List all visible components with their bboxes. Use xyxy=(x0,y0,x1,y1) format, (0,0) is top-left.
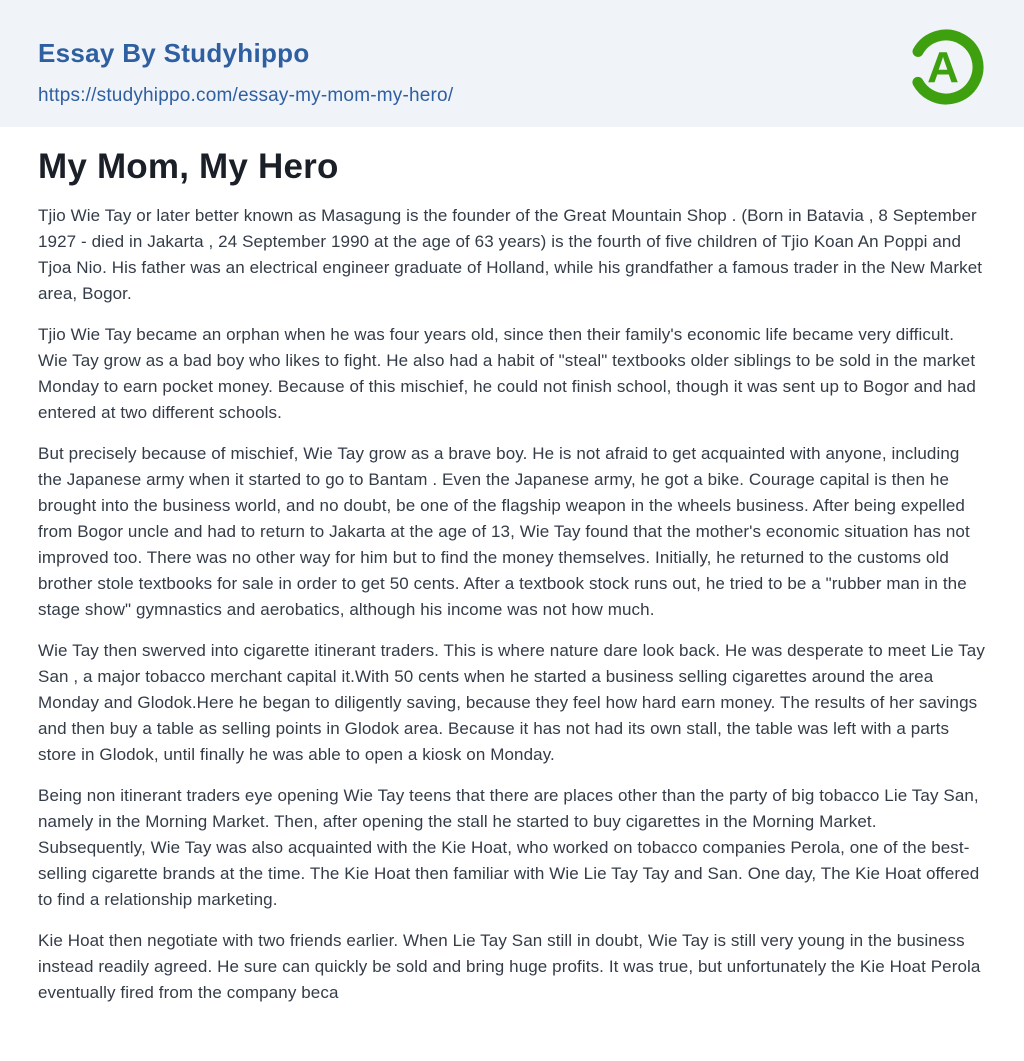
essay-content xyxy=(0,127,1024,1061)
essay-paragraph-6: Kie Hoat then negotiate with two friends earlier. When Lie Tay San still in doubt, Wie Tay is still very young in the business instead readily agreed. He sure can quickly be sold and bring huge profits. It was true, but unfortunately the Kie Hoat Perola eventually fired from the company beca xyxy=(38,931,981,1002)
essay-title: My Mom, My Hero xyxy=(38,147,339,186)
essay-paragraph-2: Tjio Wie Tay became an orphan when he was four years old, since then their family's economic life became very difficult. Wie Tay grow as a bad boy who likes to fight. He also had a habit of "steal" textbooks older siblings to be sold in the market Monday to earn pocket money. Because of this mischief, he could not finish school, though it was sent up to Bogor and had entered at two different schools. xyxy=(38,325,976,422)
studyhippo-logo-icon xyxy=(906,24,986,110)
essay-url-link[interactable]: https://studyhippo.com/essay-my-mom-my-hero/ xyxy=(38,85,454,106)
essay-paragraph-3: But precisely because of mischief, Wie Tay grow as a brave boy. He is not afraid to get acquainted with anyone, including the Japanese army when it started to go to Bantam . Even the Japanese army, he got a bike. Courage capital is then he brought into the business world, and no doubt, be one of the flagship weapon in the wheels business. After being expelled from Bogor uncle and had to return to Jakarta at the age of 13, Wie Tay found that the mother's economic situation has not improved too. There was no other way for him but to find the money themselves. Initially, he returned to the customs old brother stole textbooks for sale in order to get 50 cents. After a textbook stock runs out, he tried to be a "rubber man in the stage show" gymnastics and aerobatics, although his income was not how much. xyxy=(38,444,970,619)
essay-paragraph-4: Wie Tay then swerved into cigarette itinerant traders. This is where nature dare look back. He was desperate to meet Lie Tay San , a major tobacco merchant capital it.With 50 cents when he started a business selling cigarettes around the area Monday and Glodok.Here he began to diligently saving, because they feel how hard earn money. The results of her savings and then buy a table as selling points in Glodok area. Because it has not had its own stall, the table was left with a parts store in Glodok, until finally he was able to open a kiosk on Monday. xyxy=(38,641,985,764)
essay-paragraph-5: Being non itinerant traders eye opening Wie Tay teens that there are places other than the party of big tobacco Lie Tay San, namely in the Morning Market. Then, after opening the stall he started to buy cigarettes in the Morning Market. Subsequently, Wie Tay was also acquainted with the Kie Hoat, who worked on tobacco companies Perola, one of the best-selling cigarette brands at the time. The Kie Hoat then familiar with Wie Lie Tay Tay and San. One day, The Kie Hoat offered to find a relationship marketing. xyxy=(38,786,980,909)
header-site-title: Essay By Studyhippo xyxy=(38,38,310,68)
page-header xyxy=(0,0,1024,127)
logo-letter: A xyxy=(927,43,959,92)
header-text-block xyxy=(38,30,453,107)
essay-paragraph-1: Tjio Wie Tay or later better known as Masagung is the founder of the Great Mountain Shop . (Born in Batavia , 8 September 1927 - died in Jakarta , 24 September 1990 at the age of 63 years) is the fourth of five children of Tjio Koan An Poppi and Tjoa Nio. His father was an electrical engineer graduate of Holland, while his grandfather a famous trader in the New Market area, Bogor. xyxy=(38,206,983,303)
